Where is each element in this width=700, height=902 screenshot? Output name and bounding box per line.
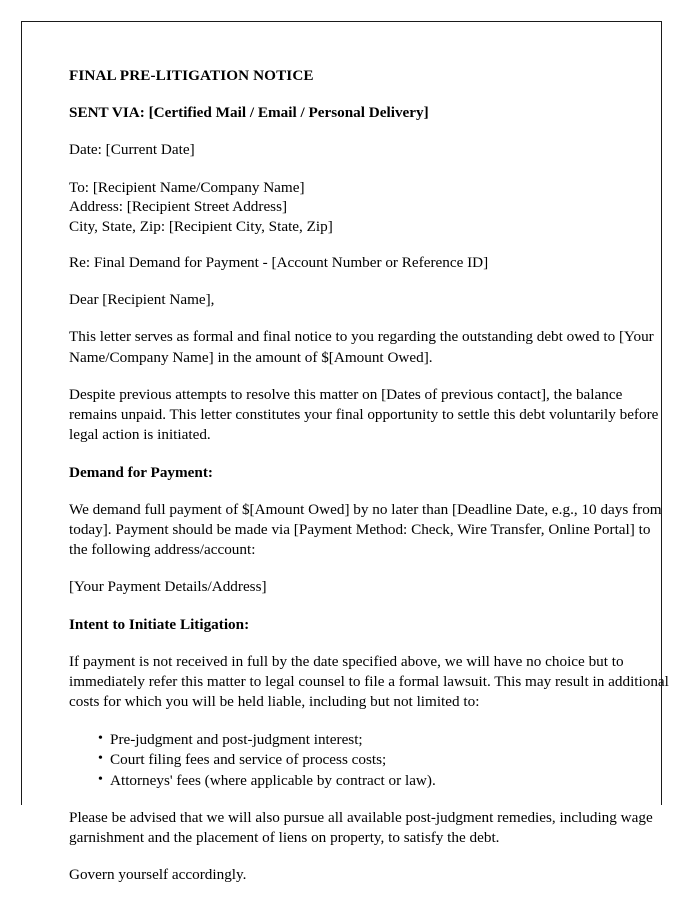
document-title: FINAL PRE-LITIGATION NOTICE <box>69 67 314 84</box>
list-item: • Court filing fees and service of process costs; <box>110 750 669 770</box>
salutation: Dear [Recipient Name], <box>69 291 215 309</box>
document-page <box>21 21 669 884</box>
heading-demand-for-payment: Demand for Payment: <box>69 463 213 481</box>
recipient-address-line: Address: [Recipient Street Address] <box>69 198 288 216</box>
list-item: • Attorneys' fees (where applicable by contract or law). <box>110 771 669 791</box>
recipient-city-state-zip-line: City, State, Zip: [Recipient City, State, Zip] <box>69 217 333 235</box>
paragraph-intro: This letter serves as formal and final notice to you regarding the outstanding debt owed to [Your Name/Company Name] in the amount of $[Amount Owed]. <box>69 328 654 366</box>
list-item: • Pre-judgment and post-judgment interest; <box>110 730 669 750</box>
paragraph-post-judgment-remedies: Please be advised that we will also pursue all available post-judgment remedies, including wage garnishment and the placement of liens on property, to satisfy the debt. <box>69 808 653 846</box>
additional-costs-list <box>69 730 669 791</box>
paragraph-demand-details: We demand full payment of $[Amount Owed] by no later than [Deadline Date, e.g., 10 days from today]. Payment should be made via [Payment Method: Check, Wire Transfer, Online Portal] to the following address/account: <box>69 500 662 559</box>
document-content <box>69 66 669 902</box>
date-line: Date: [Current Date] <box>69 141 195 159</box>
heading-intent-to-initiate-litigation: Intent to Initiate Litigation: <box>69 615 250 633</box>
recipient-address-block <box>69 178 669 236</box>
recipient-to-line: To: [Recipient Name/Company Name] <box>69 178 305 196</box>
paragraph-intent-to-litigate: If payment is not received in full by the date specified above, we will have no choice but to immediately refer this matter to legal counsel to file a formal lawsuit. This may result in additional costs for which you will be held liable, including but not limited to: <box>69 652 669 711</box>
subject-line: Re: Final Demand for Payment - [Account Number or Reference ID] <box>69 254 489 272</box>
paragraph-despite-previous-attempts: Despite previous attempts to resolve this matter on [Dates of previous contact], the balance remains unpaid. This letter constitutes your final opportunity to settle this debt voluntarily before legal action is initiated. <box>69 385 659 444</box>
closing-line: Govern yourself accordingly. <box>69 866 247 884</box>
sent-via-line: SENT VIA: [Certified Mail / Email / Personal Delivery] <box>69 104 429 122</box>
payment-details-placeholder: [Your Payment Details/Address] <box>69 578 267 596</box>
